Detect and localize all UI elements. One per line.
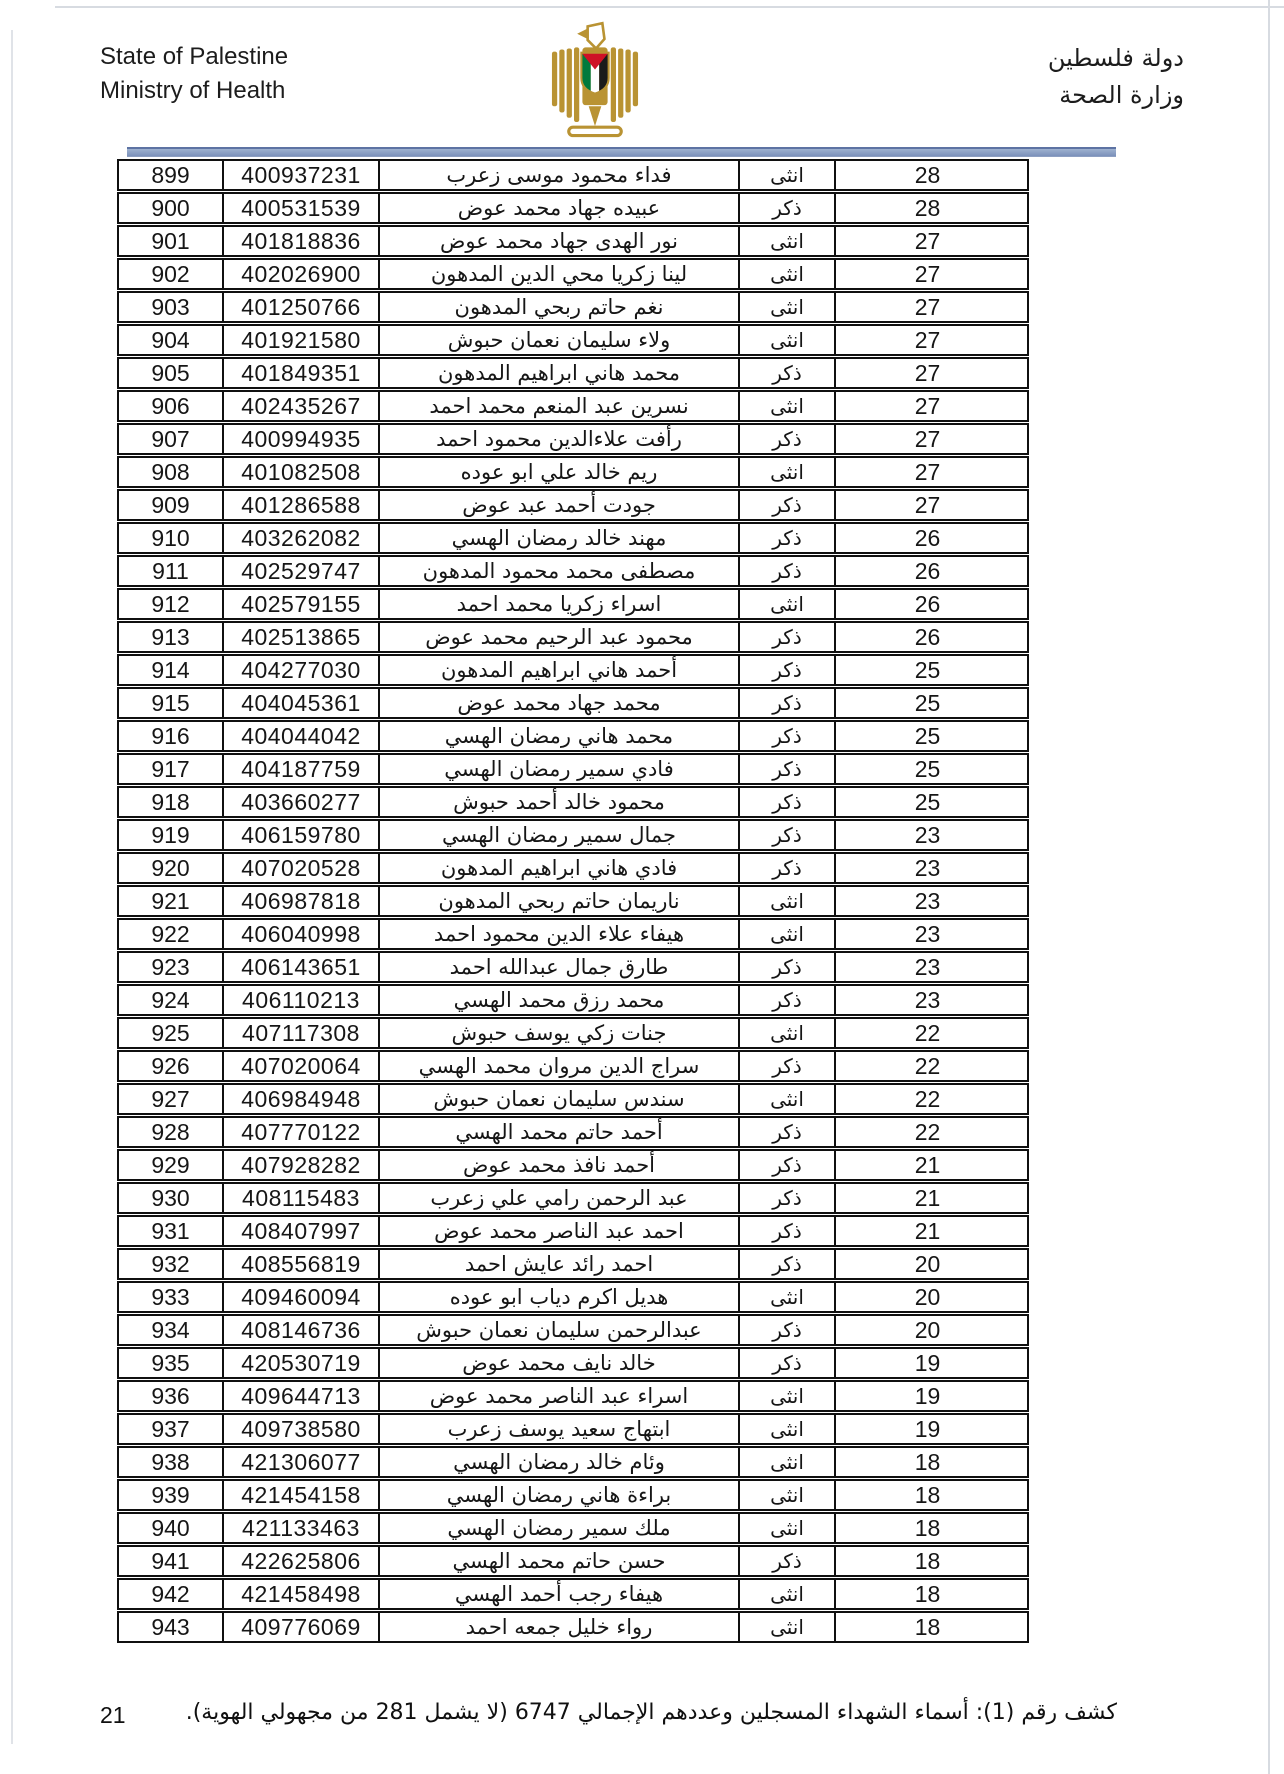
cell-serial: 922 [151, 921, 190, 947]
cell-serial: 911 [152, 558, 189, 584]
cell-serial: 900 [151, 195, 190, 221]
cell-name: أحمد حاتم محمد الهسي [378, 1118, 738, 1146]
section-divider-bar [127, 147, 1116, 157]
header-arabic [1048, 40, 1184, 114]
cell-age: 19 [834, 1382, 1019, 1410]
table-row [117, 654, 1029, 686]
cell-serial: 913 [151, 624, 190, 650]
cell-id-number: 402579155 [222, 590, 378, 618]
table-row [117, 1347, 1029, 1379]
cell-age: 27 [834, 227, 1019, 255]
cell-gender: ذكر [738, 1349, 834, 1377]
cell-name: خالد نايف محمد عوض [378, 1349, 738, 1377]
cell-id-number: 404044042 [222, 722, 378, 750]
cell-gender: ذكر [738, 1217, 834, 1245]
cell-name: رأفت علاءالدين محمود احمد [378, 425, 738, 453]
cell-name: مهند خالد رمضان الهسي [378, 524, 738, 552]
cell-age: 25 [834, 722, 1019, 750]
table-row [117, 1380, 1029, 1412]
cell-id-number: 421133463 [222, 1514, 378, 1542]
cell-id-number: 406159780 [222, 821, 378, 849]
table-row [117, 555, 1029, 587]
page-number: 21 [100, 1702, 126, 1728]
cell-serial: 917 [151, 756, 190, 782]
ministry-title-ar: وزارة الصحة [1059, 81, 1184, 109]
cell-gender: انثى [738, 326, 834, 354]
cell-serial: 941 [151, 1548, 190, 1574]
table-row [117, 489, 1029, 521]
cell-serial: 906 [151, 393, 190, 419]
cell-id-number: 422625806 [222, 1547, 378, 1575]
table-row [117, 1215, 1029, 1247]
cell-gender: انثى [738, 887, 834, 915]
cell-id-number: 401286588 [222, 491, 378, 519]
table-row [117, 1545, 1029, 1577]
cell-gender: انثى [738, 260, 834, 288]
cell-serial: 936 [151, 1383, 190, 1409]
cell-name: لينا زكريا محي الدين المدهون [378, 260, 738, 288]
table-row [117, 423, 1029, 455]
table-row [117, 621, 1029, 653]
cell-serial: 903 [151, 294, 190, 320]
cell-name: فادي هاني ابراهيم المدهون [378, 854, 738, 882]
cell-gender: ذكر [738, 359, 834, 387]
cell-gender: ذكر [738, 788, 834, 816]
table-row [117, 1182, 1029, 1214]
cell-age: 27 [834, 425, 1019, 453]
cell-gender: ذكر [738, 1316, 834, 1344]
cell-serial: 916 [151, 723, 190, 749]
cell-gender: ذكر [738, 1250, 834, 1278]
cell-gender: ذكر [738, 656, 834, 684]
cell-gender: انثى [738, 1019, 834, 1047]
cell-age: 18 [834, 1481, 1019, 1509]
cell-name: أحمد هاني ابراهيم المدهون [378, 656, 738, 684]
cell-gender: ذكر [738, 854, 834, 882]
table-row [117, 1413, 1029, 1445]
cell-gender: ذكر [738, 194, 834, 222]
cell-gender: انثى [738, 1283, 834, 1311]
table-row [117, 1446, 1029, 1478]
cell-id-number: 407928282 [222, 1151, 378, 1179]
scan-edge-line [11, 30, 13, 1744]
cell-name: محمد جهاد محمد عوض [378, 689, 738, 717]
cell-gender: انثى [738, 590, 834, 618]
cell-age: 22 [834, 1052, 1019, 1080]
cell-id-number: 401250766 [222, 293, 378, 321]
table-row [117, 1281, 1029, 1313]
cell-age: 26 [834, 524, 1019, 552]
cell-name: محمد هاني رمضان الهسي [378, 722, 738, 750]
cell-gender: ذكر [738, 524, 834, 552]
cell-gender: ذكر [738, 821, 834, 849]
cell-gender: انثى [738, 227, 834, 255]
cell-age: 18 [834, 1514, 1019, 1542]
cell-id-number: 409644713 [222, 1382, 378, 1410]
cell-name: فداء محمود موسى زعرب [378, 161, 738, 189]
cell-id-number: 403660277 [222, 788, 378, 816]
cell-serial: 935 [151, 1350, 190, 1376]
cell-age: 27 [834, 260, 1019, 288]
cell-age: 26 [834, 623, 1019, 651]
cell-age: 23 [834, 953, 1019, 981]
cell-gender: انثى [738, 1580, 834, 1608]
cell-name: فادي سمير رمضان الهسي [378, 755, 738, 783]
cell-gender: انثى [738, 1613, 834, 1641]
cell-name: براءة هاني رمضان الهسي [378, 1481, 738, 1509]
cell-id-number: 401921580 [222, 326, 378, 354]
table-row [117, 1149, 1029, 1181]
cell-gender: ذكر [738, 986, 834, 1014]
cell-gender: ذكر [738, 623, 834, 651]
cell-serial: 933 [151, 1284, 190, 1310]
cell-serial: 924 [151, 987, 190, 1013]
table-row [117, 1017, 1029, 1049]
cell-gender: ذكر [738, 1052, 834, 1080]
cell-name: عبدالرحمن سليمان نعمان حبوش [378, 1316, 738, 1344]
cell-age: 27 [834, 326, 1019, 354]
table-row [117, 819, 1029, 851]
cell-serial: 920 [151, 855, 190, 881]
cell-id-number: 404187759 [222, 755, 378, 783]
table-row [117, 852, 1029, 884]
cell-id-number: 406984948 [222, 1085, 378, 1113]
cell-serial: 923 [151, 954, 190, 980]
table-row [117, 1512, 1029, 1544]
cell-gender: انثى [738, 1448, 834, 1476]
cell-age: 27 [834, 359, 1019, 387]
cell-serial: 905 [151, 360, 190, 386]
table-row [117, 1578, 1029, 1610]
cell-age: 23 [834, 854, 1019, 882]
cell-name: سندس سليمان نعمان حبوش [378, 1085, 738, 1113]
cell-name: وئام خالد رمضان الهسي [378, 1448, 738, 1476]
cell-id-number: 409738580 [222, 1415, 378, 1443]
cell-serial: 915 [151, 690, 190, 716]
cell-id-number: 406110213 [222, 986, 378, 1014]
cell-age: 22 [834, 1085, 1019, 1113]
cell-age: 20 [834, 1283, 1019, 1311]
cell-serial: 943 [151, 1614, 190, 1640]
cell-serial: 942 [151, 1581, 190, 1607]
cell-gender: انثى [738, 1085, 834, 1113]
cell-id-number: 420530719 [222, 1349, 378, 1377]
cell-serial: 904 [151, 327, 190, 353]
table-row [117, 720, 1029, 752]
cell-gender: انثى [738, 920, 834, 948]
cell-id-number: 407117308 [222, 1019, 378, 1047]
cell-serial: 901 [151, 228, 190, 254]
cell-age: 23 [834, 986, 1019, 1014]
cell-age: 27 [834, 293, 1019, 321]
cell-age: 19 [834, 1415, 1019, 1443]
table-row [117, 225, 1029, 257]
table-row [117, 984, 1029, 1016]
cell-id-number: 406040998 [222, 920, 378, 948]
cell-id-number: 401818836 [222, 227, 378, 255]
ministry-title-en: Ministry of Health [100, 77, 286, 104]
cell-id-number: 403262082 [222, 524, 378, 552]
cell-age: 28 [834, 161, 1019, 189]
cell-name: نغم حاتم ربحي المدهون [378, 293, 738, 321]
cell-name: احمد رائد عايش احمد [378, 1250, 738, 1278]
cell-id-number: 401849351 [222, 359, 378, 387]
table-row [117, 1083, 1029, 1115]
cell-id-number: 400531539 [222, 194, 378, 222]
cell-age: 28 [834, 194, 1019, 222]
cell-gender: انثى [738, 1514, 834, 1542]
cell-gender: ذكر [738, 755, 834, 783]
cell-id-number: 402529747 [222, 557, 378, 585]
cell-name: هيفاء رجب أحمد الهسي [378, 1580, 738, 1608]
cell-name: اسراء عبد الناصر محمد عوض [378, 1382, 738, 1410]
table-row [117, 324, 1029, 356]
table-row [117, 1314, 1029, 1346]
cell-name: اسراء زكريا محمد احمد [378, 590, 738, 618]
cell-name: جمال سمير رمضان الهسي [378, 821, 738, 849]
cell-id-number: 409460094 [222, 1283, 378, 1311]
cell-name: ابتهاج سعيد يوسف زعرب [378, 1415, 738, 1443]
cell-age: 18 [834, 1547, 1019, 1575]
cell-serial: 921 [151, 888, 190, 914]
cell-id-number: 421306077 [222, 1448, 378, 1476]
cell-age: 26 [834, 590, 1019, 618]
cell-name: احمد عبد الناصر محمد عوض [378, 1217, 738, 1245]
cell-serial: 912 [151, 591, 190, 617]
cell-age: 18 [834, 1448, 1019, 1476]
cell-id-number: 402026900 [222, 260, 378, 288]
cell-id-number: 402513865 [222, 623, 378, 651]
cell-age: 25 [834, 788, 1019, 816]
cell-name: جودت أحمد عبد عوض [378, 491, 738, 519]
cell-name: عبيده جهاد محمد عوض [378, 194, 738, 222]
cell-gender: انثى [738, 293, 834, 321]
cell-age: 25 [834, 656, 1019, 684]
cell-serial: 939 [151, 1482, 190, 1508]
table-body [117, 159, 1029, 1643]
cell-gender: انثى [738, 458, 834, 486]
cell-id-number: 421458498 [222, 1580, 378, 1608]
cell-serial: 940 [151, 1515, 190, 1541]
cell-name: ملك سمير رمضان الهسي [378, 1514, 738, 1542]
cell-age: 26 [834, 557, 1019, 585]
cell-name: رواء خليل جمعه احمد [378, 1613, 738, 1641]
cell-id-number: 409776069 [222, 1613, 378, 1641]
cell-serial: 914 [151, 657, 190, 683]
cell-age: 20 [834, 1250, 1019, 1278]
scan-edge-line [55, 6, 1284, 8]
table-row [117, 687, 1029, 719]
table-row [117, 159, 1029, 191]
scan-edge-line [1268, 0, 1270, 1774]
cell-age: 27 [834, 458, 1019, 486]
cell-id-number: 406143651 [222, 953, 378, 981]
cell-id-number: 406987818 [222, 887, 378, 915]
cell-serial: 925 [151, 1020, 190, 1046]
table-row [117, 456, 1029, 488]
table-row [117, 291, 1029, 323]
cell-serial: 902 [151, 261, 190, 287]
cell-name: سراج الدين مروان محمد الهسي [378, 1052, 738, 1080]
cell-gender: ذكر [738, 1151, 834, 1179]
cell-id-number: 400937231 [222, 161, 378, 189]
cell-serial: 907 [151, 426, 190, 452]
cell-gender: انثى [738, 392, 834, 420]
palestine-eagle-emblem-icon [525, 18, 665, 144]
cell-id-number: 407020064 [222, 1052, 378, 1080]
cell-gender: انثى [738, 1481, 834, 1509]
cell-id-number: 408115483 [222, 1184, 378, 1212]
table-row [117, 885, 1029, 917]
table-row [117, 1611, 1029, 1643]
cell-gender: ذكر [738, 722, 834, 750]
header-english [100, 40, 288, 108]
table-row [117, 786, 1029, 818]
cell-gender: ذكر [738, 1184, 834, 1212]
table-row [117, 588, 1029, 620]
cell-age: 19 [834, 1349, 1019, 1377]
table-row [117, 1479, 1029, 1511]
table-row [117, 357, 1029, 389]
cell-age: 27 [834, 491, 1019, 519]
cell-name: جنات زكي يوسف حبوش [378, 1019, 738, 1047]
cell-serial: 908 [151, 459, 190, 485]
cell-age: 18 [834, 1613, 1019, 1641]
cell-age: 20 [834, 1316, 1019, 1344]
table-row [117, 753, 1029, 785]
cell-age: 22 [834, 1019, 1019, 1047]
table-row [117, 1050, 1029, 1082]
table-row [117, 258, 1029, 290]
table-row [117, 522, 1029, 554]
cell-gender: ذكر [738, 1118, 834, 1146]
cell-serial: 937 [151, 1416, 190, 1442]
cell-gender: ذكر [738, 425, 834, 453]
cell-age: 23 [834, 887, 1019, 915]
cell-id-number: 408146736 [222, 1316, 378, 1344]
cell-serial: 928 [151, 1119, 190, 1145]
cell-id-number: 407770122 [222, 1118, 378, 1146]
cell-name: مصطفى محمد محمود المدهون [378, 557, 738, 585]
cell-name: نسرين عبد المنعم محمد احمد [378, 392, 738, 420]
cell-id-number: 402435267 [222, 392, 378, 420]
martyrs-table [117, 159, 1029, 1644]
cell-name: ريم خالد علي ابو عوده [378, 458, 738, 486]
table-row [117, 1248, 1029, 1280]
cell-gender: ذكر [738, 1547, 834, 1575]
cell-serial: 927 [151, 1086, 190, 1112]
cell-serial: 918 [151, 789, 190, 815]
cell-serial: 931 [151, 1218, 190, 1244]
cell-id-number: 408556819 [222, 1250, 378, 1278]
cell-age: 21 [834, 1151, 1019, 1179]
cell-gender: انثى [738, 1415, 834, 1443]
cell-serial: 899 [151, 162, 190, 188]
cell-id-number: 407020528 [222, 854, 378, 882]
cell-age: 18 [834, 1580, 1019, 1608]
cell-name: محمود خالد أحمد حبوش [378, 788, 738, 816]
table-row [117, 192, 1029, 224]
cell-gender: انثى [738, 161, 834, 189]
cell-id-number: 404045361 [222, 689, 378, 717]
table-row [117, 390, 1029, 422]
cell-name: محمد رزق محمد الهسي [378, 986, 738, 1014]
cell-age: 22 [834, 1118, 1019, 1146]
cell-age: 21 [834, 1184, 1019, 1212]
cell-id-number: 404277030 [222, 656, 378, 684]
cell-name: نور الهدى جهاد محمد عوض [378, 227, 738, 255]
cell-age: 25 [834, 689, 1019, 717]
cell-age: 27 [834, 392, 1019, 420]
table-row [117, 1116, 1029, 1148]
cell-gender: ذكر [738, 689, 834, 717]
cell-gender: انثى [738, 1382, 834, 1410]
cell-name: حسن حاتم محمد الهسي [378, 1547, 738, 1575]
cell-id-number: 408407997 [222, 1217, 378, 1245]
cell-serial: 929 [151, 1152, 190, 1178]
cell-name: هديل اكرم دياب ابو عوده [378, 1283, 738, 1311]
cell-serial: 910 [151, 525, 190, 551]
cell-name: طارق جمال عبدالله احمد [378, 953, 738, 981]
cell-serial: 909 [151, 492, 190, 518]
cell-age: 25 [834, 755, 1019, 783]
cell-name: أحمد نافذ محمد عوض [378, 1151, 738, 1179]
cell-name: ولاء سليمان نعمان حبوش [378, 326, 738, 354]
cell-name: هيفاء علاء الدين محمود احمد [378, 920, 738, 948]
table-row [117, 918, 1029, 950]
footer-caption: كشف رقم (1): أسماء الشهداء المسجلين وعددهم الإجمالي 6747 (لا يشمل 281 من مجهولي الهوية). [185, 1700, 1117, 1725]
cell-id-number: 421454158 [222, 1481, 378, 1509]
cell-id-number: 401082508 [222, 458, 378, 486]
cell-serial: 938 [151, 1449, 190, 1475]
cell-serial: 926 [151, 1053, 190, 1079]
state-title-ar: دولة فلسطين [1047, 44, 1184, 72]
table-row [117, 951, 1029, 983]
cell-gender: ذكر [738, 491, 834, 519]
cell-serial: 932 [151, 1251, 190, 1277]
cell-name: محمد هاني ابراهيم المدهون [378, 359, 738, 387]
cell-age: 21 [834, 1217, 1019, 1245]
cell-name: عبد الرحمن رامي علي زعرب [378, 1184, 738, 1212]
cell-serial: 934 [151, 1317, 190, 1343]
state-title-en: State of Palestine [100, 43, 289, 70]
cell-name: ناريمان حاتم ربحي المدهون [378, 887, 738, 915]
cell-name: محمود عبد الرحيم محمد عوض [378, 623, 738, 651]
cell-id-number: 400994935 [222, 425, 378, 453]
cell-age: 23 [834, 920, 1019, 948]
cell-gender: ذكر [738, 557, 834, 585]
cell-gender: ذكر [738, 953, 834, 981]
cell-age: 23 [834, 821, 1019, 849]
cell-serial: 919 [151, 822, 190, 848]
cell-serial: 930 [151, 1185, 190, 1211]
